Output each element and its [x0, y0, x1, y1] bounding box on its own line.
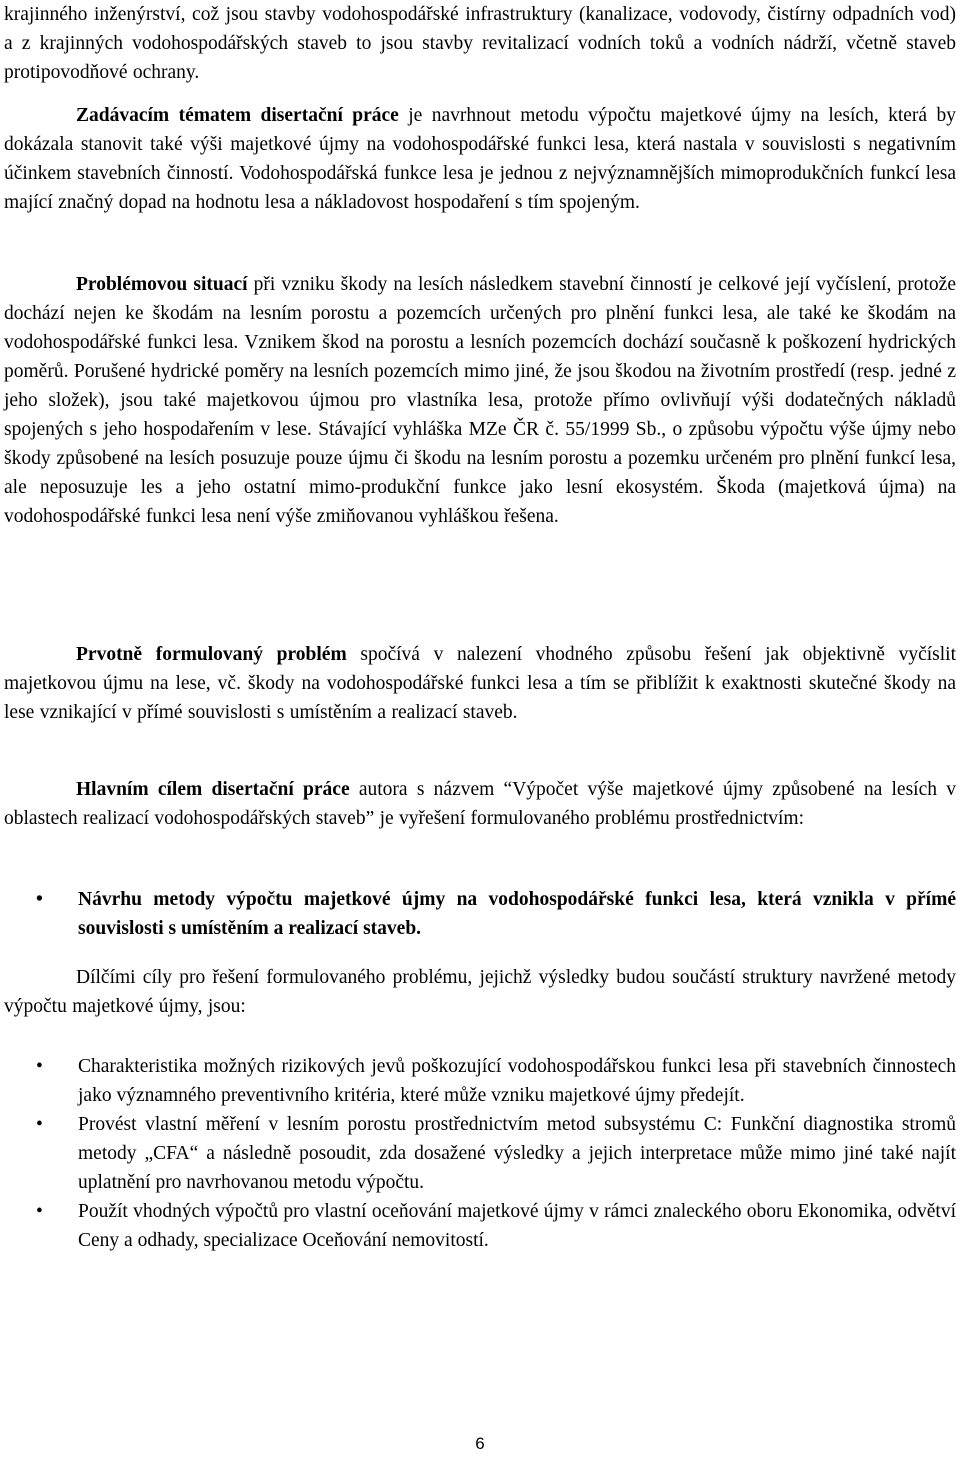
list-item [0, 1110, 956, 1197]
primary-problem-text: spočívá v nalezení vhodného způsobu řešení jak objektivně vyčíslit majetkovou újmu na lese, vč. škody na vodohospodářské funkci lesa a tím se přiblížit k exaktnosti skutečné škody na lese vznikající v přímé souvislosti s umístěním a realizací staveb. [4, 644, 957, 723]
list-item [0, 885, 956, 943]
sub-goal-text: Provést vlastní měření v lesním porostu prostřednictvím metod subsystému C: Funkční diagnostika stromů metody „CFA“ a následně posoudit, zda dosažené výsledky a jejich interpretace může mimo jiné také najít uplatnění pro navrhovanou metodu výpočtu. [78, 1114, 956, 1193]
problem-situation-heading: Problémovou situací [76, 274, 248, 295]
primary-problem-heading: Prvotně formulovaný problém [76, 644, 347, 665]
sub-goal-text: Použít vhodných výpočtů pro vlastní oceňování majetkové újmy v rámci znaleckého oboru Ekonomika, odvětví Ceny a odhady, specializace Oceňování nemovitostí. [78, 1201, 956, 1251]
bullet-icon: • [36, 1201, 43, 1222]
bullet-icon: • [36, 1114, 43, 1135]
sub-goals-list [0, 1052, 956, 1255]
bullet-icon: • [36, 1056, 43, 1077]
paragraph-assignment-topic [4, 101, 956, 217]
paragraph-intro-continuation: krajinného inženýrství, což jsou stavby vodohospodářské infrastruktury (kanalizace, vodovody, čistírny odpadních vod) a z krajinných vodohospodářských staveb to jsou stavby revitalizací vodních toků a vodních nádrží, včetně staveb protipovodňové ochrany. [4, 4, 956, 83]
assignment-topic-heading: Zadávacím tématem disertační práce [76, 105, 399, 126]
page-number: 6 [475, 1434, 485, 1453]
main-goal-list [0, 885, 956, 943]
paragraph-primary-problem [4, 640, 956, 727]
main-goal-heading: Hlavním cílem disertační práce [76, 779, 350, 800]
paragraph-main-goal-intro [4, 775, 956, 833]
main-goal-text: Návrhu metody výpočtu majetkové újmy na vodohospodářské funkci lesa, která vznikla v přímé souvislosti s umístěním a realizací staveb. [78, 889, 956, 939]
bullet-icon: • [36, 889, 43, 910]
sub-goal-text: Charakteristika možných rizikových jevů poškozující vodohospodářskou funkci lesa při stavebních činnostech jako významného preventivního kritéria, které může vzniku majetkové újmy předejít. [78, 1056, 956, 1106]
problem-situation-text: při vzniku škody na lesích následkem stavební činností je celkové její vyčíslení, protože dochází nejen ke škodám na lesním porostu a pozemcích určených pro plnění funkci lesa, ale také ke škodám na vodohospodářské funkci lesa. Vznikem škod na porostu a lesních pozemcích dochází současně k poškození hydrických poměrů. Porušené hydrické poměry na lesních pozemcích mimo jiné, že jsou škodou na životním prostředí (resp. jedné z jeho složek), jsou také majetkovou újmou pro vlastníka lesa, protože přímo ovlivňují výši dodatečných nákladů spojených s jeho hospodařením v lese. Stávající vyhláška MZe ČR č. 55/1999 Sb., o způsobu výpočtu výše újmy nebo škody způsobené na lesích posuzuje pouze újmu či škodu na lesním porostu a pozemku určeném pro plnění funkcí lesa, ale neposuzuje les a jeho ostatní mimo-produkční funkce jako lesní ekosystém. Škoda (majetková újma) na vodohospodářské funkci lesa není výše zmiňovanou vyhláškou řešena. [4, 274, 956, 527]
paragraph-sub-goals-intro: Dílčími cíly pro řešení formulovaného problému, jejichž výsledky budou součástí struktury navržené metody výpočtu majetkové újmy, jsou: [4, 967, 956, 1017]
main-goal-intro-text: autora s názvem “Výpočet výše majetkové újmy způsobené na lesích v oblastech realizací vodohospodářských staveb” je vyřešení formulovaného problému prostřednictvím: [4, 779, 956, 829]
paragraph-problem-situation [4, 270, 956, 531]
assignment-topic-text: je navrhnout metodu výpočtu majetkové újmy na lesích, která by dokázala stanovit také výši majetkové újmy na vodohospodářské funkci lesa, která nastala v souvislosti s negativním účinkem stavebních činností. Vodohospodářská funkce lesa je jednou z nejvýznamnějších mimoprodukčních funkcí lesa mající značný dopad na hodnotu lesa a nákladovost hospodaření s tím spojeným. [4, 105, 956, 213]
list-item [0, 1197, 956, 1255]
list-item [0, 1052, 956, 1110]
